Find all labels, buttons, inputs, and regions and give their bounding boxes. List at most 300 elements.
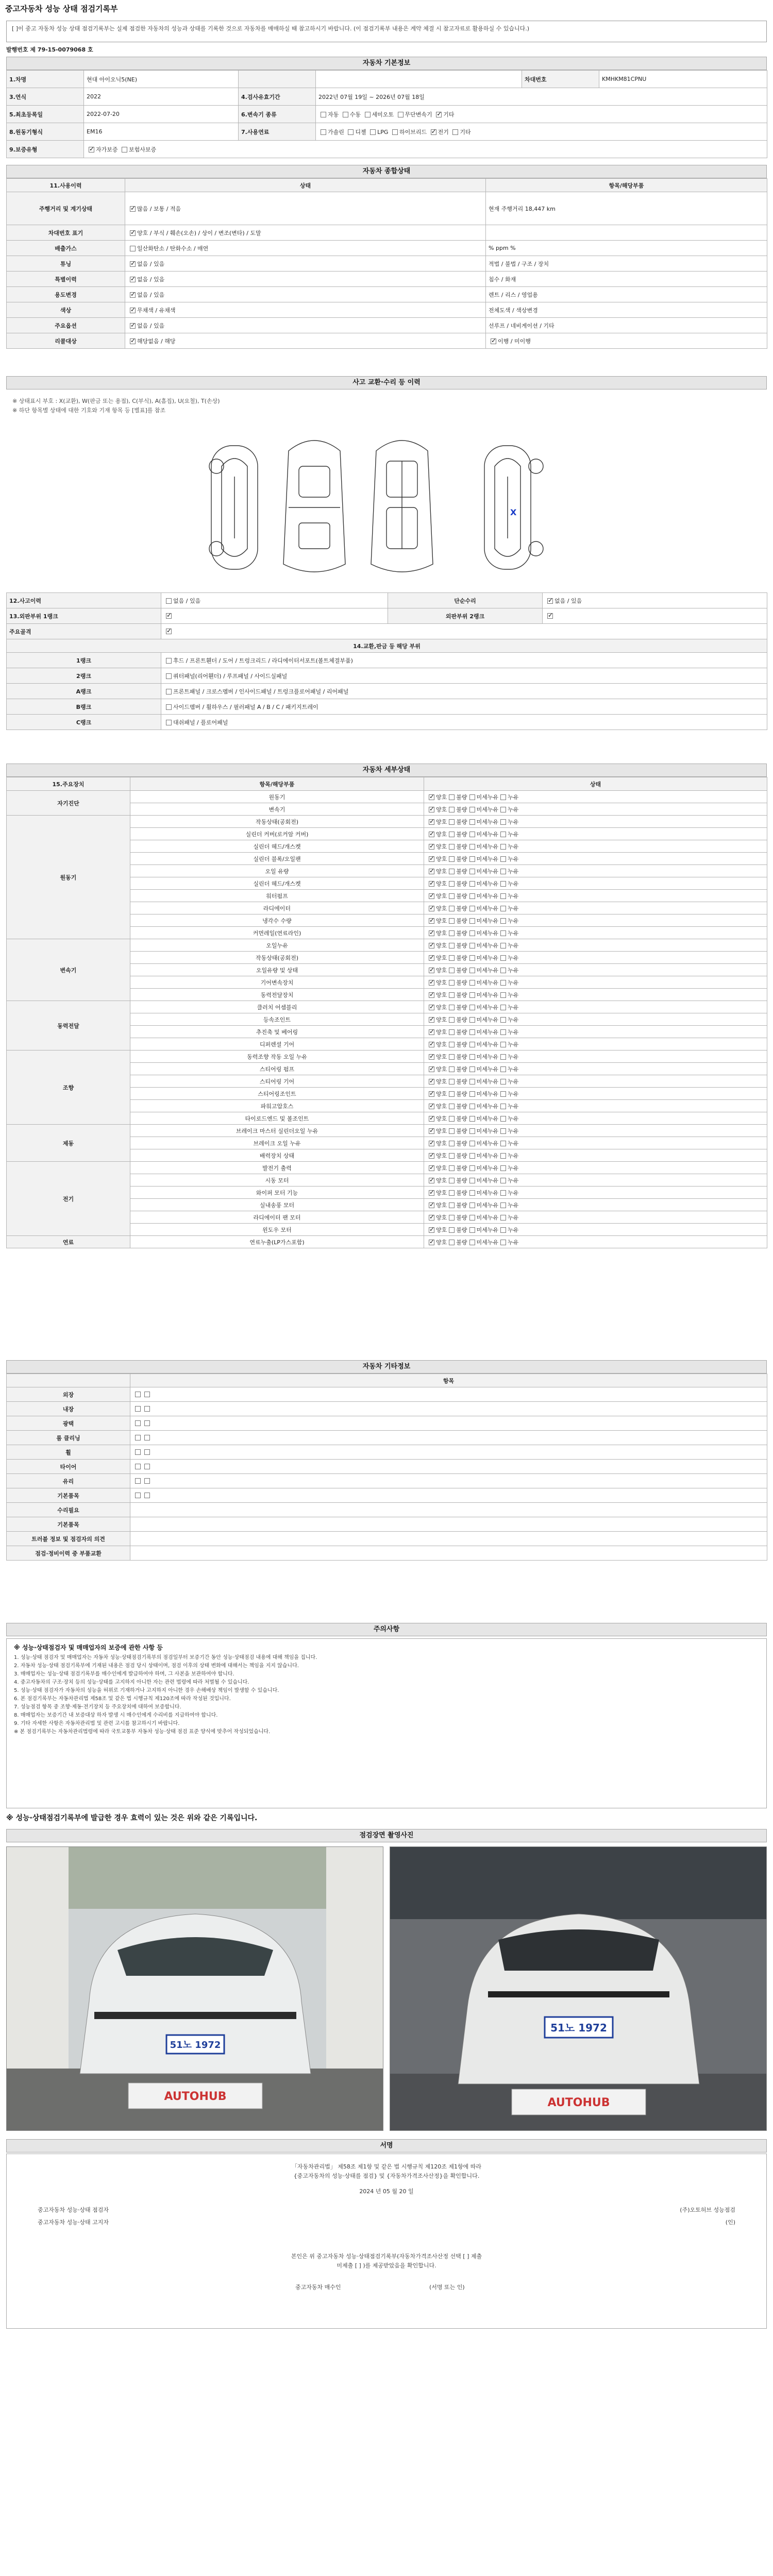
- detail-row: [7, 1050, 767, 1063]
- checkbox[interactable]: [500, 807, 506, 812]
- checkbox[interactable]: [365, 112, 371, 117]
- checkbox[interactable]: [449, 869, 455, 874]
- checkbox[interactable]: [449, 856, 455, 862]
- checkbox[interactable]: [469, 1128, 475, 1134]
- checkbox[interactable]: [500, 794, 506, 800]
- checkbox[interactable]: [449, 955, 455, 961]
- checkbox-checked[interactable]: [130, 308, 136, 313]
- option-label: 불량: [456, 1140, 467, 1147]
- checkbox[interactable]: [469, 930, 475, 936]
- checkbox[interactable]: [135, 1449, 141, 1455]
- checkbox[interactable]: [500, 869, 506, 874]
- row-label: 주행거리 및 계기상태: [7, 192, 125, 225]
- checkbox[interactable]: [135, 1420, 141, 1426]
- other-row-value: [130, 1503, 767, 1517]
- detail-item-label: 라디에이터: [130, 902, 424, 914]
- checkbox-checked[interactable]: [429, 1178, 434, 1183]
- checkbox-checked[interactable]: [429, 968, 434, 973]
- checkbox-checked[interactable]: [429, 955, 434, 961]
- checkbox[interactable]: [500, 1091, 506, 1097]
- checkbox[interactable]: [469, 1178, 475, 1183]
- checkbox[interactable]: [449, 1190, 455, 1196]
- checkbox[interactable]: [500, 992, 506, 998]
- rank-parts: [161, 715, 767, 730]
- checkbox-checked[interactable]: [429, 1128, 434, 1134]
- checkbox[interactable]: [469, 856, 475, 862]
- checkbox-checked[interactable]: [429, 1054, 434, 1060]
- option-label: 양호: [436, 1140, 447, 1147]
- checkbox-checked[interactable]: [429, 1190, 434, 1196]
- checkbox[interactable]: [500, 1017, 506, 1023]
- checkbox[interactable]: [449, 1079, 455, 1084]
- checkbox-checked[interactable]: [547, 598, 553, 604]
- rank-label: A랭크: [7, 684, 161, 699]
- checkbox-checked[interactable]: [429, 832, 434, 837]
- checkbox[interactable]: [469, 992, 475, 998]
- label-first-registration: 5.최초등록일: [7, 106, 84, 123]
- detail-item-label: 라디에이터 팬 모터: [130, 1211, 424, 1224]
- option-label: 불량: [456, 1239, 467, 1246]
- rank-parts: [161, 668, 767, 684]
- checkbox[interactable]: [166, 720, 172, 725]
- checkbox[interactable]: [500, 881, 506, 887]
- status-text: 많음 / 보통 / 적음: [137, 205, 181, 212]
- detail-item-label: 스티어링 펌프: [130, 1063, 424, 1075]
- checkbox[interactable]: [449, 906, 455, 911]
- checkbox[interactable]: [398, 112, 404, 117]
- checkbox[interactable]: [449, 1042, 455, 1047]
- option-label: 세미오토: [372, 111, 394, 118]
- checkbox[interactable]: [449, 1215, 455, 1221]
- option-label: 양호: [436, 1004, 447, 1011]
- checkbox-checked[interactable]: [429, 1104, 434, 1109]
- section-header-detail-status: 자동차 세부상태: [6, 764, 767, 777]
- checkbox[interactable]: [449, 1029, 455, 1035]
- checkbox-checked[interactable]: [429, 980, 434, 986]
- checkbox[interactable]: [449, 1202, 455, 1208]
- checkbox[interactable]: [166, 658, 172, 664]
- checkbox[interactable]: [452, 129, 458, 135]
- checkbox[interactable]: [449, 819, 455, 825]
- checkbox-checked[interactable]: [130, 323, 136, 329]
- checkbox[interactable]: [469, 1104, 475, 1109]
- checkbox[interactable]: [500, 1141, 506, 1146]
- option-label: 누유: [508, 1164, 519, 1172]
- detail-item-label: 실린더 블록/오일팬: [130, 853, 424, 865]
- other-row: [7, 1445, 767, 1460]
- checkbox[interactable]: [469, 1141, 475, 1146]
- option-label: 누유: [508, 1239, 519, 1246]
- option-label: 불량: [456, 1152, 467, 1159]
- checkbox-checked[interactable]: [429, 881, 434, 887]
- checkbox[interactable]: [449, 807, 455, 812]
- checkbox[interactable]: [469, 1091, 475, 1097]
- option-label: 누유: [508, 892, 519, 900]
- checkbox[interactable]: [500, 819, 506, 825]
- checkbox[interactable]: [500, 893, 506, 899]
- checkbox-checked[interactable]: [166, 629, 172, 634]
- checkbox[interactable]: [469, 1215, 475, 1221]
- option-label: 불량: [456, 1189, 467, 1196]
- checkbox[interactable]: [500, 1202, 506, 1208]
- checkbox-checked[interactable]: [89, 147, 94, 152]
- checkbox-checked[interactable]: [429, 1165, 434, 1171]
- detail-item-label: 등속조인트: [130, 1013, 424, 1026]
- checkbox[interactable]: [469, 1042, 475, 1047]
- legend-text-1: ※ 상태표시 부호 : X(교환), W(판금 또는 용접), C(부식), A(흠집), U(요철), T(손상): [12, 398, 220, 404]
- row-label: 특별이력: [7, 272, 125, 287]
- option-label: 누유: [508, 818, 519, 825]
- checkbox[interactable]: [500, 1227, 506, 1233]
- detail-row: [7, 1162, 767, 1174]
- checkbox[interactable]: [469, 832, 475, 837]
- status-text: 일산화탄소 / 탄화수소 / 매연: [137, 245, 209, 252]
- checkbox[interactable]: [449, 943, 455, 948]
- checkbox-checked[interactable]: [429, 1017, 434, 1023]
- checkbox[interactable]: [449, 1116, 455, 1122]
- option-label: 누유: [508, 1090, 519, 1097]
- checkbox[interactable]: [500, 1178, 506, 1183]
- checkbox-checked[interactable]: [429, 856, 434, 862]
- parts-text: 사이드멤버 / 휠하우스 / 필러패널 A / B / C / 패키지트레이: [173, 703, 318, 710]
- row-parts: % ppm %: [486, 241, 767, 256]
- checkbox-checked[interactable]: [130, 230, 136, 236]
- checkbox[interactable]: [122, 147, 127, 152]
- col-header-item: 항목/해당부품: [130, 777, 424, 791]
- checkbox-checked[interactable]: [429, 844, 434, 850]
- checkbox[interactable]: [135, 1478, 141, 1484]
- detail-item-label: 작동상태(공회전): [130, 952, 424, 964]
- checkbox[interactable]: [469, 1029, 475, 1035]
- col-header-state: 상태: [424, 777, 767, 791]
- option-label: 미세누유: [476, 1177, 499, 1184]
- checkbox[interactable]: [469, 1005, 475, 1010]
- option-label: 불량: [456, 818, 467, 825]
- checkbox[interactable]: [449, 893, 455, 899]
- checkbox[interactable]: [469, 1054, 475, 1060]
- checkbox[interactable]: [135, 1493, 141, 1498]
- other-row-label: 내장: [7, 1402, 130, 1416]
- checkbox[interactable]: [449, 1153, 455, 1159]
- checkbox[interactable]: [469, 918, 475, 924]
- checkbox-checked[interactable]: [429, 1202, 434, 1208]
- buyer-sign[interactable]: (서명 또는 인): [429, 2284, 465, 2291]
- checkbox[interactable]: [144, 1420, 150, 1426]
- checkbox[interactable]: [469, 1227, 475, 1233]
- status-text: 무채색 / 유채색: [137, 307, 176, 314]
- other-row-label: 룸 클리닝: [7, 1431, 130, 1445]
- checkbox[interactable]: [500, 1240, 506, 1245]
- option-label: LPG: [377, 128, 389, 135]
- checkbox-checked[interactable]: [429, 992, 434, 998]
- checkbox[interactable]: [449, 1005, 455, 1010]
- checkbox[interactable]: [166, 689, 172, 694]
- checkbox-checked[interactable]: [429, 906, 434, 911]
- checkbox-checked[interactable]: [429, 943, 434, 948]
- checkbox[interactable]: [500, 1153, 506, 1159]
- checkbox-checked[interactable]: [429, 807, 434, 812]
- detail-body: [7, 791, 767, 1248]
- checkbox[interactable]: [469, 869, 475, 874]
- detail-item-status: [424, 1026, 767, 1038]
- option-label: 양호: [436, 1053, 447, 1060]
- checkbox-checked[interactable]: [429, 1240, 434, 1245]
- checkbox-checked[interactable]: [166, 613, 172, 619]
- checkbox-checked[interactable]: [130, 206, 136, 212]
- checkbox[interactable]: [144, 1449, 150, 1455]
- option-label: 미세누유: [476, 793, 499, 801]
- checkbox-checked[interactable]: [547, 613, 553, 619]
- checkbox[interactable]: [500, 918, 506, 924]
- checkbox[interactable]: [500, 955, 506, 961]
- option-label: 불량: [456, 1016, 467, 1023]
- label-motor-type: 8.원동기형식: [7, 123, 84, 141]
- checkbox[interactable]: [144, 1406, 150, 1412]
- checkbox-checked[interactable]: [429, 1091, 434, 1097]
- checkbox[interactable]: [500, 1054, 506, 1060]
- checkbox[interactable]: [469, 1240, 475, 1245]
- option-label: 양호: [436, 954, 447, 961]
- checkbox-checked[interactable]: [429, 1227, 434, 1233]
- transmission-options: [316, 106, 767, 123]
- option-label: 불량: [456, 942, 467, 949]
- checkbox-checked[interactable]: [429, 1066, 434, 1072]
- checkbox[interactable]: [449, 918, 455, 924]
- checkbox[interactable]: [500, 1104, 506, 1109]
- option-label: 누유: [508, 1004, 519, 1011]
- checkbox[interactable]: [469, 893, 475, 899]
- checkbox-checked[interactable]: [436, 112, 442, 117]
- checkbox[interactable]: [449, 1165, 455, 1171]
- checkbox-checked[interactable]: [429, 869, 434, 874]
- checkbox[interactable]: [144, 1493, 150, 1498]
- checkbox[interactable]: [469, 1066, 475, 1072]
- checkbox[interactable]: [144, 1464, 150, 1469]
- checkbox-checked[interactable]: [130, 338, 136, 344]
- checkbox[interactable]: [321, 129, 326, 135]
- detail-item-status: [424, 1112, 767, 1125]
- checkbox[interactable]: [469, 844, 475, 850]
- checkbox-checked[interactable]: [130, 292, 136, 298]
- other-row-status: [130, 1416, 767, 1431]
- checkbox-checked[interactable]: [429, 1029, 434, 1035]
- checkbox-checked[interactable]: [429, 918, 434, 924]
- checkbox[interactable]: [144, 1392, 150, 1397]
- option-label: 미세누유: [476, 843, 499, 850]
- detail-item-label: 원동기: [130, 791, 424, 803]
- checkbox[interactable]: [449, 1054, 455, 1060]
- option-label: 누유: [508, 905, 519, 912]
- option-label: 양호: [436, 991, 447, 998]
- checkbox[interactable]: [500, 1128, 506, 1134]
- checkbox[interactable]: [135, 1392, 141, 1397]
- checkbox[interactable]: [500, 1042, 506, 1047]
- checkbox-checked[interactable]: [431, 129, 436, 135]
- section-header-accident: 사고 교환·수리 등 이력: [6, 376, 767, 389]
- checkbox[interactable]: [166, 673, 172, 679]
- car-side-left-icon: [209, 446, 258, 569]
- detail-item-status: [424, 902, 767, 914]
- detail-item-label: 워터펌프: [130, 890, 424, 902]
- option-label: 불량: [456, 1226, 467, 1233]
- detail-item-status: [424, 1174, 767, 1187]
- checkbox-checked[interactable]: [429, 893, 434, 899]
- checkbox-checked[interactable]: [429, 819, 434, 825]
- checkbox[interactable]: [449, 1017, 455, 1023]
- option-label: 누유: [508, 1189, 519, 1196]
- checkbox-checked[interactable]: [429, 1042, 434, 1047]
- detail-status-table: [6, 777, 767, 1248]
- checkbox[interactable]: [392, 129, 398, 135]
- checkbox[interactable]: [500, 1190, 506, 1196]
- checkbox[interactable]: [500, 1215, 506, 1221]
- checkbox[interactable]: [343, 112, 348, 117]
- checkbox[interactable]: [500, 856, 506, 862]
- checkbox[interactable]: [449, 1128, 455, 1134]
- detail-item-status: [424, 853, 767, 865]
- checkbox[interactable]: [469, 955, 475, 961]
- detail-group-label: 원동기: [7, 816, 130, 939]
- detail-item-label: 와이퍼 모터 기능: [130, 1187, 424, 1199]
- option-label: 누유: [508, 1152, 519, 1159]
- checkbox[interactable]: [348, 129, 354, 135]
- checkbox[interactable]: [500, 1079, 506, 1084]
- other-row-label: 유리: [7, 1474, 130, 1488]
- checkbox-checked[interactable]: [429, 1079, 434, 1084]
- note-line: 1. 성능·상태 점검자 및 매매업자는 자동차 성능·상태점검기록부의 점검일부터 보증기간 동안 성능·상태점검 내용에 대해 책임을 집니다.: [14, 1655, 317, 1660]
- checkbox[interactable]: [500, 906, 506, 911]
- checkbox[interactable]: [449, 832, 455, 837]
- option-label: 양호: [436, 1103, 447, 1110]
- option-label: 양호: [436, 917, 447, 924]
- checkbox[interactable]: [166, 598, 172, 604]
- option-label: 불량: [456, 917, 467, 924]
- other-row-label: 기본품목: [7, 1488, 130, 1503]
- checkbox[interactable]: [469, 1116, 475, 1122]
- warning-line: ※ 성능·상태점검기록부에 발급한 경우 효력이 있는 것은 위와 같은 기록입니다.: [6, 1814, 258, 1822]
- checkbox[interactable]: [449, 930, 455, 936]
- checkbox[interactable]: [144, 1435, 150, 1440]
- checkbox[interactable]: [469, 1153, 475, 1159]
- checkbox[interactable]: [449, 992, 455, 998]
- checkbox[interactable]: [449, 1227, 455, 1233]
- checkbox-checked[interactable]: [429, 1116, 434, 1122]
- detail-item-status: [424, 1125, 767, 1137]
- checkbox-checked[interactable]: [429, 1153, 434, 1159]
- detail-item-label: 연료누출(LP가스포함): [130, 1236, 424, 1248]
- checkbox-checked[interactable]: [429, 1005, 434, 1010]
- checkbox[interactable]: [500, 1005, 506, 1010]
- checkbox[interactable]: [500, 1116, 506, 1122]
- label-year: 3.연식: [7, 88, 84, 106]
- checkbox[interactable]: [500, 930, 506, 936]
- detail-item-status: [424, 1050, 767, 1063]
- checkbox[interactable]: [469, 1017, 475, 1023]
- checkbox[interactable]: [469, 819, 475, 825]
- checkbox[interactable]: [449, 844, 455, 850]
- option-label: 양호: [436, 1164, 447, 1172]
- option-label: 누유: [508, 1016, 519, 1023]
- checkbox[interactable]: [130, 246, 136, 251]
- detail-item-label: 실린더 커버(로커암 커버): [130, 828, 424, 840]
- option-label: 누유: [508, 991, 519, 998]
- option-label: 미세누유: [476, 917, 499, 924]
- checkbox[interactable]: [449, 794, 455, 800]
- option-label: 불량: [456, 1115, 467, 1122]
- fuel-options: [316, 123, 767, 141]
- checkbox-checked[interactable]: [429, 794, 434, 800]
- checkbox[interactable]: [469, 980, 475, 986]
- banner-text-front: AUTOHUB: [164, 2090, 227, 2103]
- checkbox[interactable]: [500, 968, 506, 973]
- checkbox[interactable]: [469, 943, 475, 948]
- checkbox[interactable]: [500, 844, 506, 850]
- checkbox[interactable]: [370, 129, 376, 135]
- checkbox[interactable]: [449, 1066, 455, 1072]
- option-label: 미세누유: [476, 1140, 499, 1147]
- checkbox[interactable]: [449, 1178, 455, 1183]
- checkbox-checked[interactable]: [429, 1215, 434, 1221]
- buyer-line-2: 미제출 [ ] )를 제공받았음을 확인합니다.: [337, 2262, 436, 2269]
- checkbox[interactable]: [469, 968, 475, 973]
- detail-item-status: [424, 1137, 767, 1149]
- checkbox-checked[interactable]: [130, 261, 136, 267]
- checkbox-checked[interactable]: [429, 930, 434, 936]
- checkbox[interactable]: [500, 832, 506, 837]
- checkbox[interactable]: [500, 980, 506, 986]
- checkbox[interactable]: [500, 1066, 506, 1072]
- option-label: 양호: [436, 806, 447, 813]
- row-parts: 전체도색 / 색상변경: [486, 302, 767, 318]
- checkbox[interactable]: [449, 881, 455, 887]
- option-label: 미세누유: [476, 1115, 499, 1122]
- checkbox[interactable]: [469, 794, 475, 800]
- checkbox[interactable]: [321, 112, 326, 117]
- option-label: 불량: [456, 1127, 467, 1134]
- checkbox[interactable]: [500, 1029, 506, 1035]
- checkbox[interactable]: [449, 1141, 455, 1146]
- checkbox[interactable]: [449, 980, 455, 986]
- checkbox[interactable]: [469, 881, 475, 887]
- checkbox-checked[interactable]: [130, 277, 136, 282]
- checkbox-checked[interactable]: [429, 1141, 434, 1146]
- checkbox[interactable]: [469, 1190, 475, 1196]
- rank-label: 2랭크: [7, 668, 161, 684]
- checkbox[interactable]: [500, 943, 506, 948]
- checkbox[interactable]: [469, 807, 475, 812]
- checkbox[interactable]: [449, 1091, 455, 1097]
- note-line: 5. 성능·상태 점검자가 자동차의 성능을 허위로 기재하거나 고지하지 아니한 경우 손해배상 책임이 발생할 수 있습니다.: [14, 1688, 279, 1693]
- checkbox-checked[interactable]: [491, 338, 496, 344]
- checkbox[interactable]: [135, 1406, 141, 1412]
- checkbox[interactable]: [469, 1202, 475, 1208]
- option-label: 미세누유: [476, 1041, 499, 1048]
- option-label: 양호: [436, 1041, 447, 1048]
- checkbox[interactable]: [469, 906, 475, 911]
- checkbox[interactable]: [500, 1165, 506, 1171]
- checkbox[interactable]: [469, 1165, 475, 1171]
- detail-item-label: 발전기 출력: [130, 1162, 424, 1174]
- checkbox[interactable]: [449, 1240, 455, 1245]
- checkbox[interactable]: [144, 1478, 150, 1484]
- checkbox[interactable]: [449, 968, 455, 973]
- checkbox[interactable]: [449, 1104, 455, 1109]
- checkbox[interactable]: [469, 1079, 475, 1084]
- checkbox[interactable]: [166, 704, 172, 710]
- option-label: 누유: [508, 1177, 519, 1184]
- checkbox[interactable]: [135, 1435, 141, 1440]
- checkbox[interactable]: [135, 1464, 141, 1469]
